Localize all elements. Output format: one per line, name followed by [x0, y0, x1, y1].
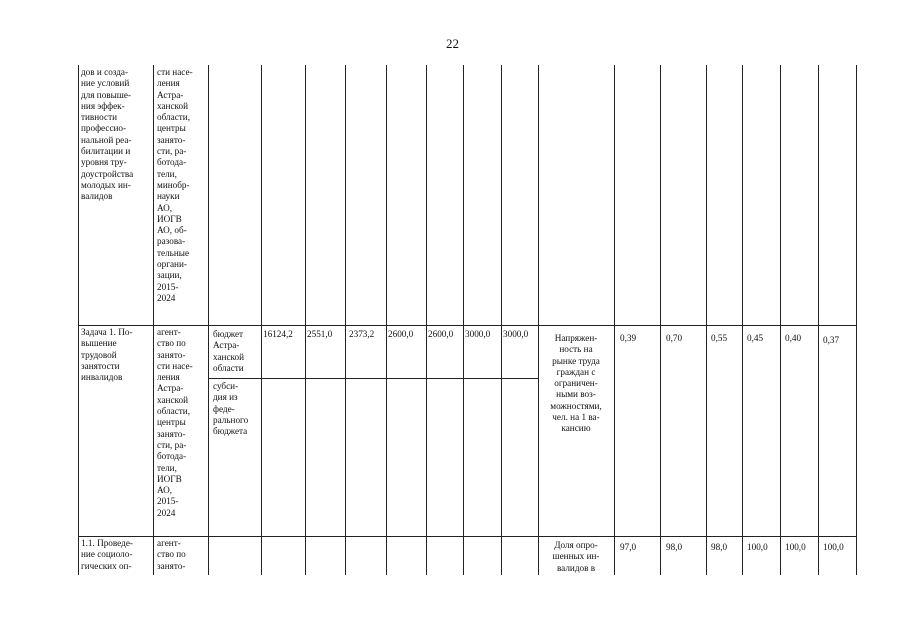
indicator-value: 0,40 — [785, 333, 802, 343]
funding-source-regional: бюджет Астра- ханской области — [213, 329, 245, 373]
grid-vline — [78, 65, 79, 575]
grid-hline — [208, 378, 538, 379]
program-goal-text: дов и созда- ние условий для повыше- ния эффек- тивности профессио- нальной реа- билитации и уровня тру- доустройства молодых ин- валидов — [81, 67, 134, 202]
indicator-value: 0,70 — [666, 333, 683, 343]
grid-vline — [386, 65, 387, 575]
amount-year: 2373,2 — [349, 329, 375, 339]
grid-vline — [426, 65, 427, 575]
amount-year: 2600,0 — [388, 329, 414, 339]
indicator-labor-tension: Напряжен- ность на рынке труда граждан с ограничен- ными воз- можностями, чел. на 1 ва- кансию — [550, 333, 602, 434]
indicator-value: 100,0 — [785, 542, 806, 552]
grid-vline — [501, 65, 502, 575]
grid-hline — [78, 325, 856, 326]
grid-vline — [614, 65, 615, 575]
task-1-title: Задача 1. По- вышение трудовой занятости инвалидов — [81, 327, 133, 383]
grid-vline — [818, 65, 819, 575]
amount-year: 2551,0 — [307, 329, 333, 339]
grid-vline — [463, 65, 464, 575]
funding-source-federal: субси- дия из феде- рального бюджета — [213, 381, 249, 437]
grid-vline — [660, 65, 661, 575]
indicator-value: 0,37 — [823, 335, 840, 345]
amount-year: 3000,0 — [503, 329, 529, 339]
indicator-surveyed-share: Доля опро- шенных ин- валидов в — [552, 540, 600, 573]
grid-vline — [742, 65, 743, 575]
grid-vline — [261, 65, 262, 575]
amount-total: 16124,2 — [263, 329, 293, 339]
grid-vline — [208, 65, 209, 575]
indicator-value: 0,55 — [711, 333, 728, 343]
indicator-value: 0,39 — [620, 333, 637, 343]
grid-vline — [345, 65, 346, 575]
executors-text: сти насе- ления Астра- ханской области, центры занято- сти, ра- ботода- тели, минобр- науки АО, ИОГВ АО, об- разова- тельные органи- зации, 2015- 2024 — [157, 67, 193, 303]
indicator-value: 97,0 — [620, 542, 637, 552]
indicator-value: 100,0 — [823, 542, 844, 552]
measure-1-1-executors: агент- ство по занято- — [157, 538, 186, 571]
grid-vline — [305, 65, 306, 575]
grid-hline — [78, 536, 856, 537]
page-number: 22 — [446, 36, 459, 51]
indicator-value: 98,0 — [666, 542, 683, 552]
indicator-value: 98,0 — [711, 542, 728, 552]
amount-year: 2600,0 — [428, 329, 454, 339]
grid-vline — [780, 65, 781, 575]
grid-vline — [856, 65, 857, 575]
grid-vline — [153, 65, 154, 575]
amount-year: 3000,0 — [465, 329, 491, 339]
indicator-value: 0,45 — [747, 333, 764, 343]
indicator-value: 100,0 — [747, 542, 768, 552]
task-1-executors: агент- ство по занято- сти насе- ления Астра- ханской области, центры занято- сти, ра- ботода- тели, ИОГВ АО, 2015- 2024 — [157, 327, 193, 518]
grid-vline — [706, 65, 707, 575]
measure-1-1-title: 1.1. Проведе- ние социоло- гических оп- — [81, 538, 133, 571]
grid-vline — [538, 65, 539, 575]
